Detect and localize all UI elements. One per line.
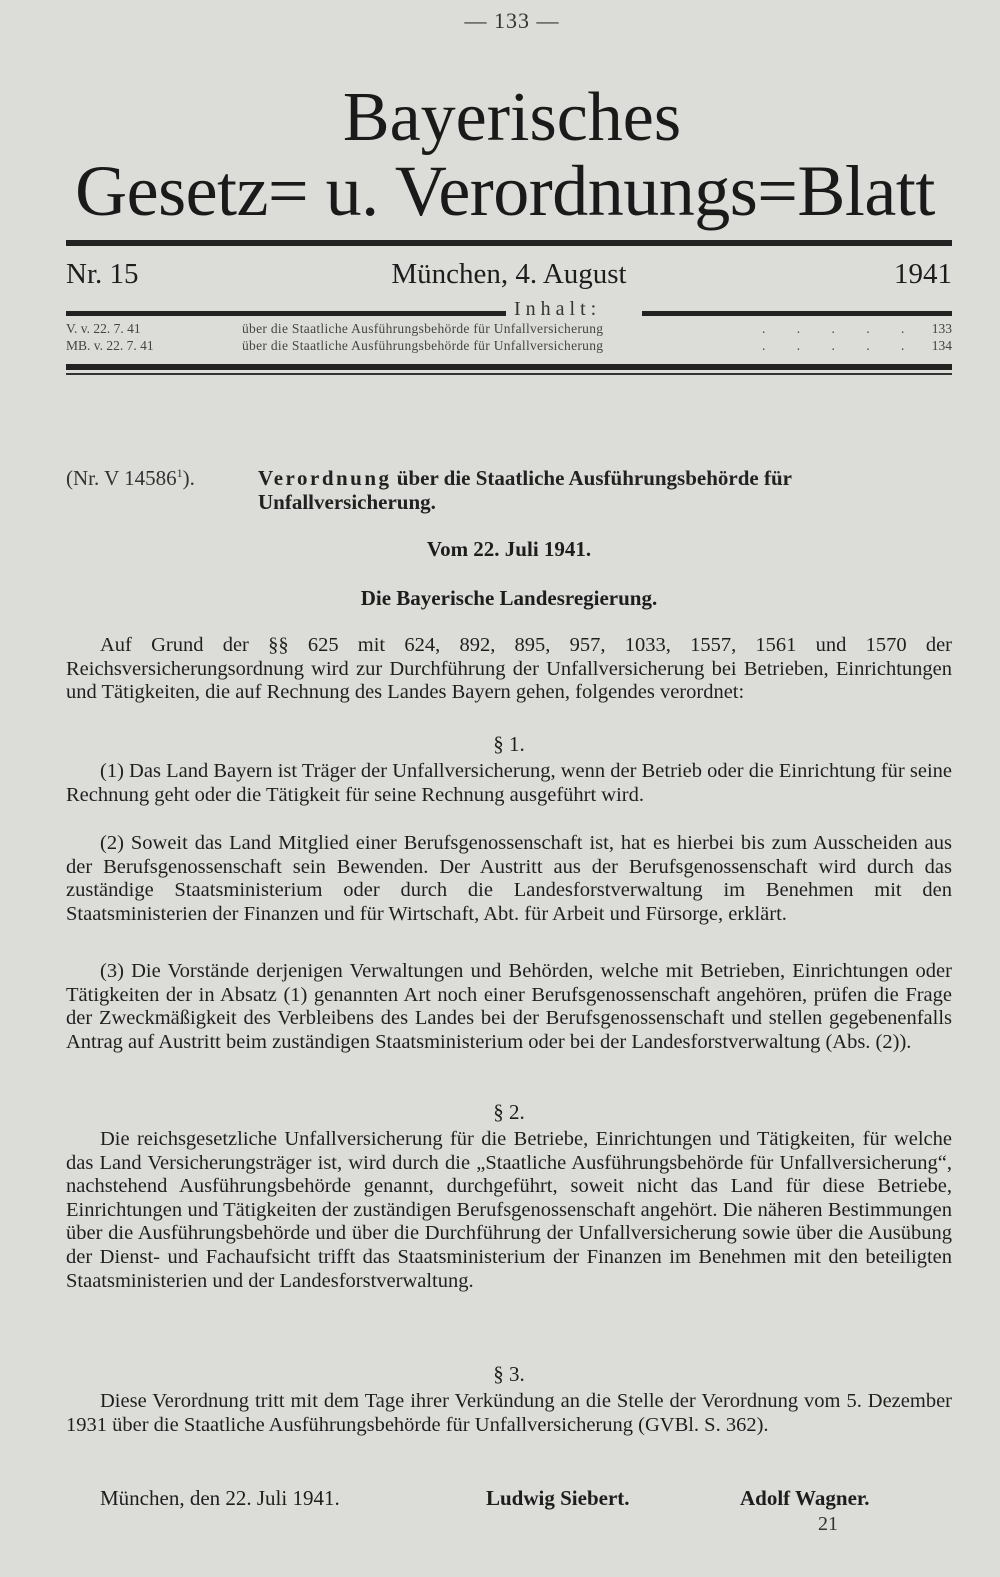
contents-rule-left bbox=[66, 311, 506, 316]
contents-entry-leader: . . . . . bbox=[762, 321, 919, 336]
issue-year: 1941 bbox=[894, 258, 952, 290]
ordinance-reference-number: (Nr. V 14586 bbox=[66, 466, 177, 490]
contents-entry-subject: über die Staatliche Ausführungsbehörde für Unfallversicherung bbox=[242, 321, 604, 336]
section-1-paragraph-1: (1) Das Land Bayern ist Träger der Unfallversicherung, wenn der Betrieb oder die Einrichtung für seine Rechnung geht oder die Tätigkeit für seine Rechnung ausgeführt wird. bbox=[66, 760, 952, 806]
footnote-mark: 1 bbox=[176, 466, 183, 480]
ordinance-date: Vom 22. Juli 1941. bbox=[426, 537, 592, 561]
ordinance-title bbox=[258, 466, 952, 514]
section-3-paragraph-1: Diese Verordnung tritt mit dem Tage ihrer Verkündung an die Stelle der Verordnung vom 5. Dezember 1931 über die Staatliche Ausführungsbehörde für Unfallversicherung (GVBl. S. 362). bbox=[66, 1390, 952, 1436]
title-line-2: Gesetz= u. Verordnungs=Blatt bbox=[75, 151, 935, 231]
signer-wagner: Adolf Wagner. bbox=[740, 1486, 870, 1510]
contents-entry-page: 133 bbox=[931, 321, 952, 336]
contents-bottom-rule-thin bbox=[66, 373, 952, 375]
contents-rule-right bbox=[642, 311, 952, 316]
preamble-paragraph: Auf Grund der §§ 625 mit 624, 892, 895, 957, 1033, 1557, 1561 und 1570 der Reichsversicherungsordnung wird zur Durchführung der Unfallversicherung bei Betrieben, Einrichtungen und Tätigkeiten, die auf Rechnung des Landes Bayern gehen, folgendes verordnet: bbox=[66, 634, 952, 704]
signature-place-date: München, den 22. Juli 1941. bbox=[100, 1486, 340, 1510]
section-3-heading: § 3. bbox=[493, 1362, 525, 1386]
ordinance-authority: Die Bayerische Landesregierung. bbox=[360, 586, 658, 610]
section-2-heading: § 2. bbox=[493, 1100, 525, 1124]
section-1-paragraph-2: (2) Soweit das Land Mitglied einer Berufsgenossenschaft ist, hat es hierbei bis zum Ausscheiden aus der Berufsgenossenschaft sein Bewenden. Der Austritt aus der Berufsgenossenschaft wird durch das zuständige Staatsministerium oder durch die Landesforstverwaltung im Benehmen mit den Staatsministerien der Finanzen und für Wirtschaft, Abt. für Arbeit und Fürsorge, erklärt. bbox=[66, 832, 952, 925]
page-number: — 133 — bbox=[464, 8, 560, 33]
issue-number: Nr. 15 bbox=[66, 258, 139, 290]
contents-entry-date: V. v. 22. 7. 41 bbox=[66, 321, 141, 336]
section-1-heading: § 1. bbox=[493, 732, 525, 756]
contents-entry-leader: . . . . . bbox=[762, 338, 919, 353]
print-sheet-number: 21 bbox=[818, 1513, 838, 1535]
section-1-paragraph-3: (3) Die Vorstände derjenigen Verwaltungen und Behörden, welche mit Betrieben, Einrichtungen oder Tätigkeiten der in Absatz (1) genannten Art noch einer Berufsgenossenschaft angehören, prüfen die Frage der Zweckmäßigkeit des Verbleibens des Landes bei der Berufsgenossenschaft und stellen gegebenenfalls Antrag auf Austritt beim zuständigen Staatsministerium oder bei der Landesforstverwaltung (Abs. (2)). bbox=[66, 960, 952, 1053]
contents-entry-subject: über die Staatliche Ausführungsbehörde für Unfallversicherung bbox=[242, 338, 604, 353]
ordinance-title-rest: über die Staatliche Ausführungsbehörde für Unfallversicherung. bbox=[258, 466, 792, 514]
issue-place-date: München, 4. August bbox=[391, 258, 627, 290]
masthead-top-rule bbox=[66, 240, 952, 246]
contents-entry-date: MB. v. 22. 7. 41 bbox=[66, 338, 154, 353]
contents-entry-page: 134 bbox=[931, 338, 952, 353]
contents-label: Inhalt: bbox=[514, 298, 602, 320]
title-line-1: Bayerisches bbox=[342, 79, 682, 156]
section-2-paragraph-1: Die reichsgesetzliche Unfallversicherung für die Betriebe, Einrichtungen und Tätigkeiten, für welche das Land Versicherungsträger ist, wird durch die „Staatliche Ausführungsbehörde für Unfallversicherung“, nachstehend Ausführungsbehörde genannt, durchgeführt, soweit nicht das Land für diese Betriebe, Einrichtungen und Tätigkeiten der zuständigen Berufsgenossenschaft angehört. Die näheren Bestimmungen über die Ausführungsbehörde und über die Durchführung der Unfallversicherung sowie über die Ausübung der Dienst- und Fachaufsicht trifft das Staatsministerium der Finanzen im Benehmen mit den beteiligten Staatsministerien und der Landesforstverwaltung. bbox=[66, 1128, 952, 1292]
ordinance-title-word: Verordnung bbox=[258, 466, 392, 490]
ordinance-reference-close: ). bbox=[182, 466, 195, 490]
ordinance-reference bbox=[66, 466, 195, 491]
signer-siebert: Ludwig Siebert. bbox=[486, 1486, 630, 1510]
contents-bottom-rule bbox=[66, 364, 952, 370]
